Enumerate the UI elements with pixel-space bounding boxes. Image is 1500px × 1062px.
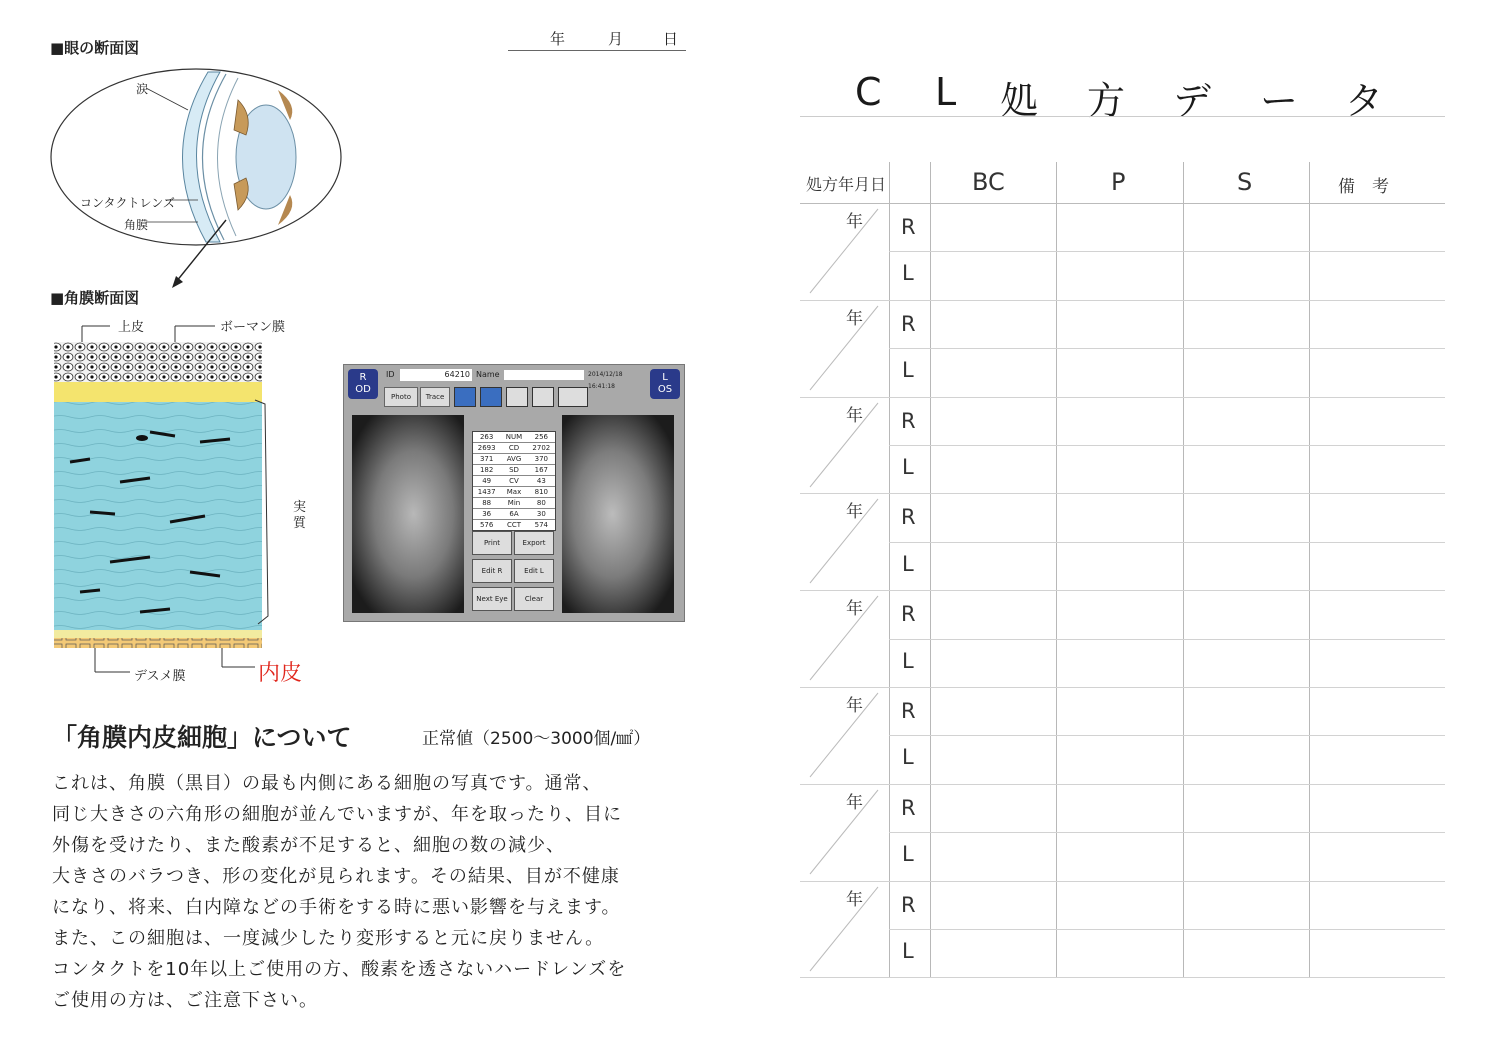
eye-r-label: R [901, 408, 916, 433]
print-button[interactable]: Print [472, 531, 512, 555]
row-rule [889, 348, 1445, 349]
export-button[interactable]: Export [514, 531, 554, 555]
col-date-header: 処方年月日 [806, 175, 887, 194]
col-divider [1309, 162, 1310, 977]
specular-microscope-screen [343, 364, 685, 622]
eye-r-label: R [901, 311, 916, 336]
bowman-membrane-label: ボーマン膜 [220, 320, 286, 335]
year-label: 年 [846, 599, 863, 620]
body-line: また、この細胞は、一度減少したり変形すると元に戻りません。 [52, 928, 605, 949]
date-month-label: 月 [608, 30, 624, 48]
col-divider [930, 162, 931, 977]
clear-button[interactable]: Clear [514, 587, 554, 611]
date-slash [808, 788, 888, 878]
body-line: 大きさのバラつき、形の変化が見られます。その結果、目が不健康 [52, 866, 620, 887]
year-label: 年 [846, 405, 863, 426]
date-slash [808, 497, 888, 587]
year-label: 年 [846, 212, 863, 232]
photo-button[interactable]: Photo [384, 387, 418, 407]
block-rule [800, 881, 1445, 882]
year-label: 年 [846, 889, 863, 910]
block-rule [800, 493, 1445, 494]
eye-l-label: L [902, 842, 914, 867]
eye-section-heading: ■眼の断面図 [50, 39, 140, 57]
block-rule [800, 784, 1445, 785]
article-body [52, 768, 702, 1016]
col-divider [1183, 162, 1184, 977]
col-bc-header: BC [972, 168, 1005, 196]
edit-r-button[interactable]: Edit R [472, 559, 512, 583]
block-rule [800, 977, 1445, 978]
cornea-section-heading: ■角膜断面図 [50, 289, 140, 307]
zoom-icon[interactable] [506, 387, 528, 407]
cornea-cross-section-diagram [50, 312, 310, 682]
date-slash [808, 691, 888, 781]
body-line: ご使用の方は、ご注意下さい。 [52, 990, 318, 1011]
body-line: これは、角膜（黒目）の最も内側にある細胞の写真です。通常、 [52, 773, 602, 794]
cell-image-right-eye [352, 415, 464, 613]
eye-r-label: R [901, 505, 916, 530]
screen-header: ID 64210 Name 2014/12/18 16:41:18 [386, 370, 623, 390]
row-rule [889, 639, 1445, 640]
eye-l-label: L [902, 261, 914, 286]
eye-r-label: R [901, 892, 916, 917]
col-remarks-header: 備 考 [1338, 177, 1389, 197]
eye-l-label: L [902, 648, 914, 673]
date-slash [808, 401, 888, 491]
col-divider [1056, 162, 1057, 977]
eye-l-label: L [902, 455, 914, 479]
body-line: コンタクトを10年以上ご使用の方、酸素を透さないハードレンズを [52, 959, 627, 980]
eye-r-badge: R OD [348, 369, 378, 399]
date-slash [808, 304, 888, 394]
contact-lens-label: コンタクトレンズ [80, 196, 175, 210]
eye-l-label: L [902, 551, 914, 576]
eye-cross-section-diagram [48, 60, 348, 290]
year-label: 年 [846, 792, 863, 813]
row-rule [889, 735, 1445, 736]
edit-l-button[interactable]: Edit L [514, 559, 554, 583]
body-line: 外傷を受けたり、また酸素が不足すると、細胞の数の減少、 [52, 835, 565, 856]
col-p-header: P [1111, 168, 1126, 196]
cell-image-left-eye [562, 415, 674, 613]
hand-icon[interactable] [532, 387, 554, 407]
title-underline [800, 116, 1445, 117]
row-rule [889, 929, 1445, 930]
cornea-label: 角膜 [124, 218, 149, 232]
col-divider [889, 162, 890, 977]
descemet-membrane-label: デスメ膜 [134, 669, 186, 684]
year-label: 年 [846, 308, 863, 329]
row-rule [889, 832, 1445, 833]
header-rule [800, 203, 1445, 204]
date-field [508, 28, 686, 51]
block-rule [800, 397, 1445, 398]
transfer-icon[interactable] [558, 387, 588, 407]
row-rule [889, 251, 1445, 252]
trace-button[interactable]: Trace [420, 387, 450, 407]
block-rule [800, 590, 1445, 591]
eye-r-label: R [901, 699, 916, 723]
block-rule [800, 300, 1445, 301]
body-line: になり、将来、白内障などの手術をする時に悪い影響を与えます。 [52, 897, 621, 918]
stroma-label: 実質 [293, 500, 307, 531]
epithelium-label: 上皮 [118, 320, 145, 335]
date-day-label: 日 [663, 30, 679, 48]
date-year-label: 年 [550, 30, 566, 48]
date-slash [808, 594, 888, 684]
date-slash [808, 207, 888, 297]
cell-stats-table: 263 NUM 256 2693 CD 2702 371 AVG 370 182 SD 167 49 CV 43 1437 Max 810 88 Min 80 36 6A 30 576 CCT 574 [472, 431, 556, 531]
date-slash [808, 885, 888, 975]
eye-r-label: R [901, 602, 916, 627]
col-s-header: S [1237, 168, 1253, 196]
normal-value: 正常値（2500～3000個/㎟） [422, 729, 651, 749]
endothelium-label: 内皮 [258, 661, 303, 686]
eye-r-label: R [901, 795, 916, 820]
next-eye-button[interactable]: Next Eye [472, 587, 512, 611]
eye-l-label: L [902, 939, 914, 963]
eye-l-label: L [902, 358, 914, 383]
row-rule [889, 445, 1445, 446]
eye-l-badge: L OS [650, 369, 680, 399]
left-page [0, 0, 735, 1062]
article-title: 「角膜内皮細胞」について [52, 723, 352, 752]
body-line: 同じ大きさの六角形の細胞が並んでいますが、年を取ったり、目に [52, 804, 622, 825]
year-label: 年 [846, 502, 863, 523]
eye-l-label: L [902, 745, 914, 770]
cell-icon[interactable] [480, 387, 502, 407]
tears-label: 涙 [136, 82, 149, 96]
hexagon-icon[interactable] [454, 387, 476, 407]
year-label: 年 [846, 696, 863, 716]
eye-r-label: R [901, 215, 916, 239]
block-rule [800, 687, 1445, 688]
row-rule [889, 542, 1445, 543]
